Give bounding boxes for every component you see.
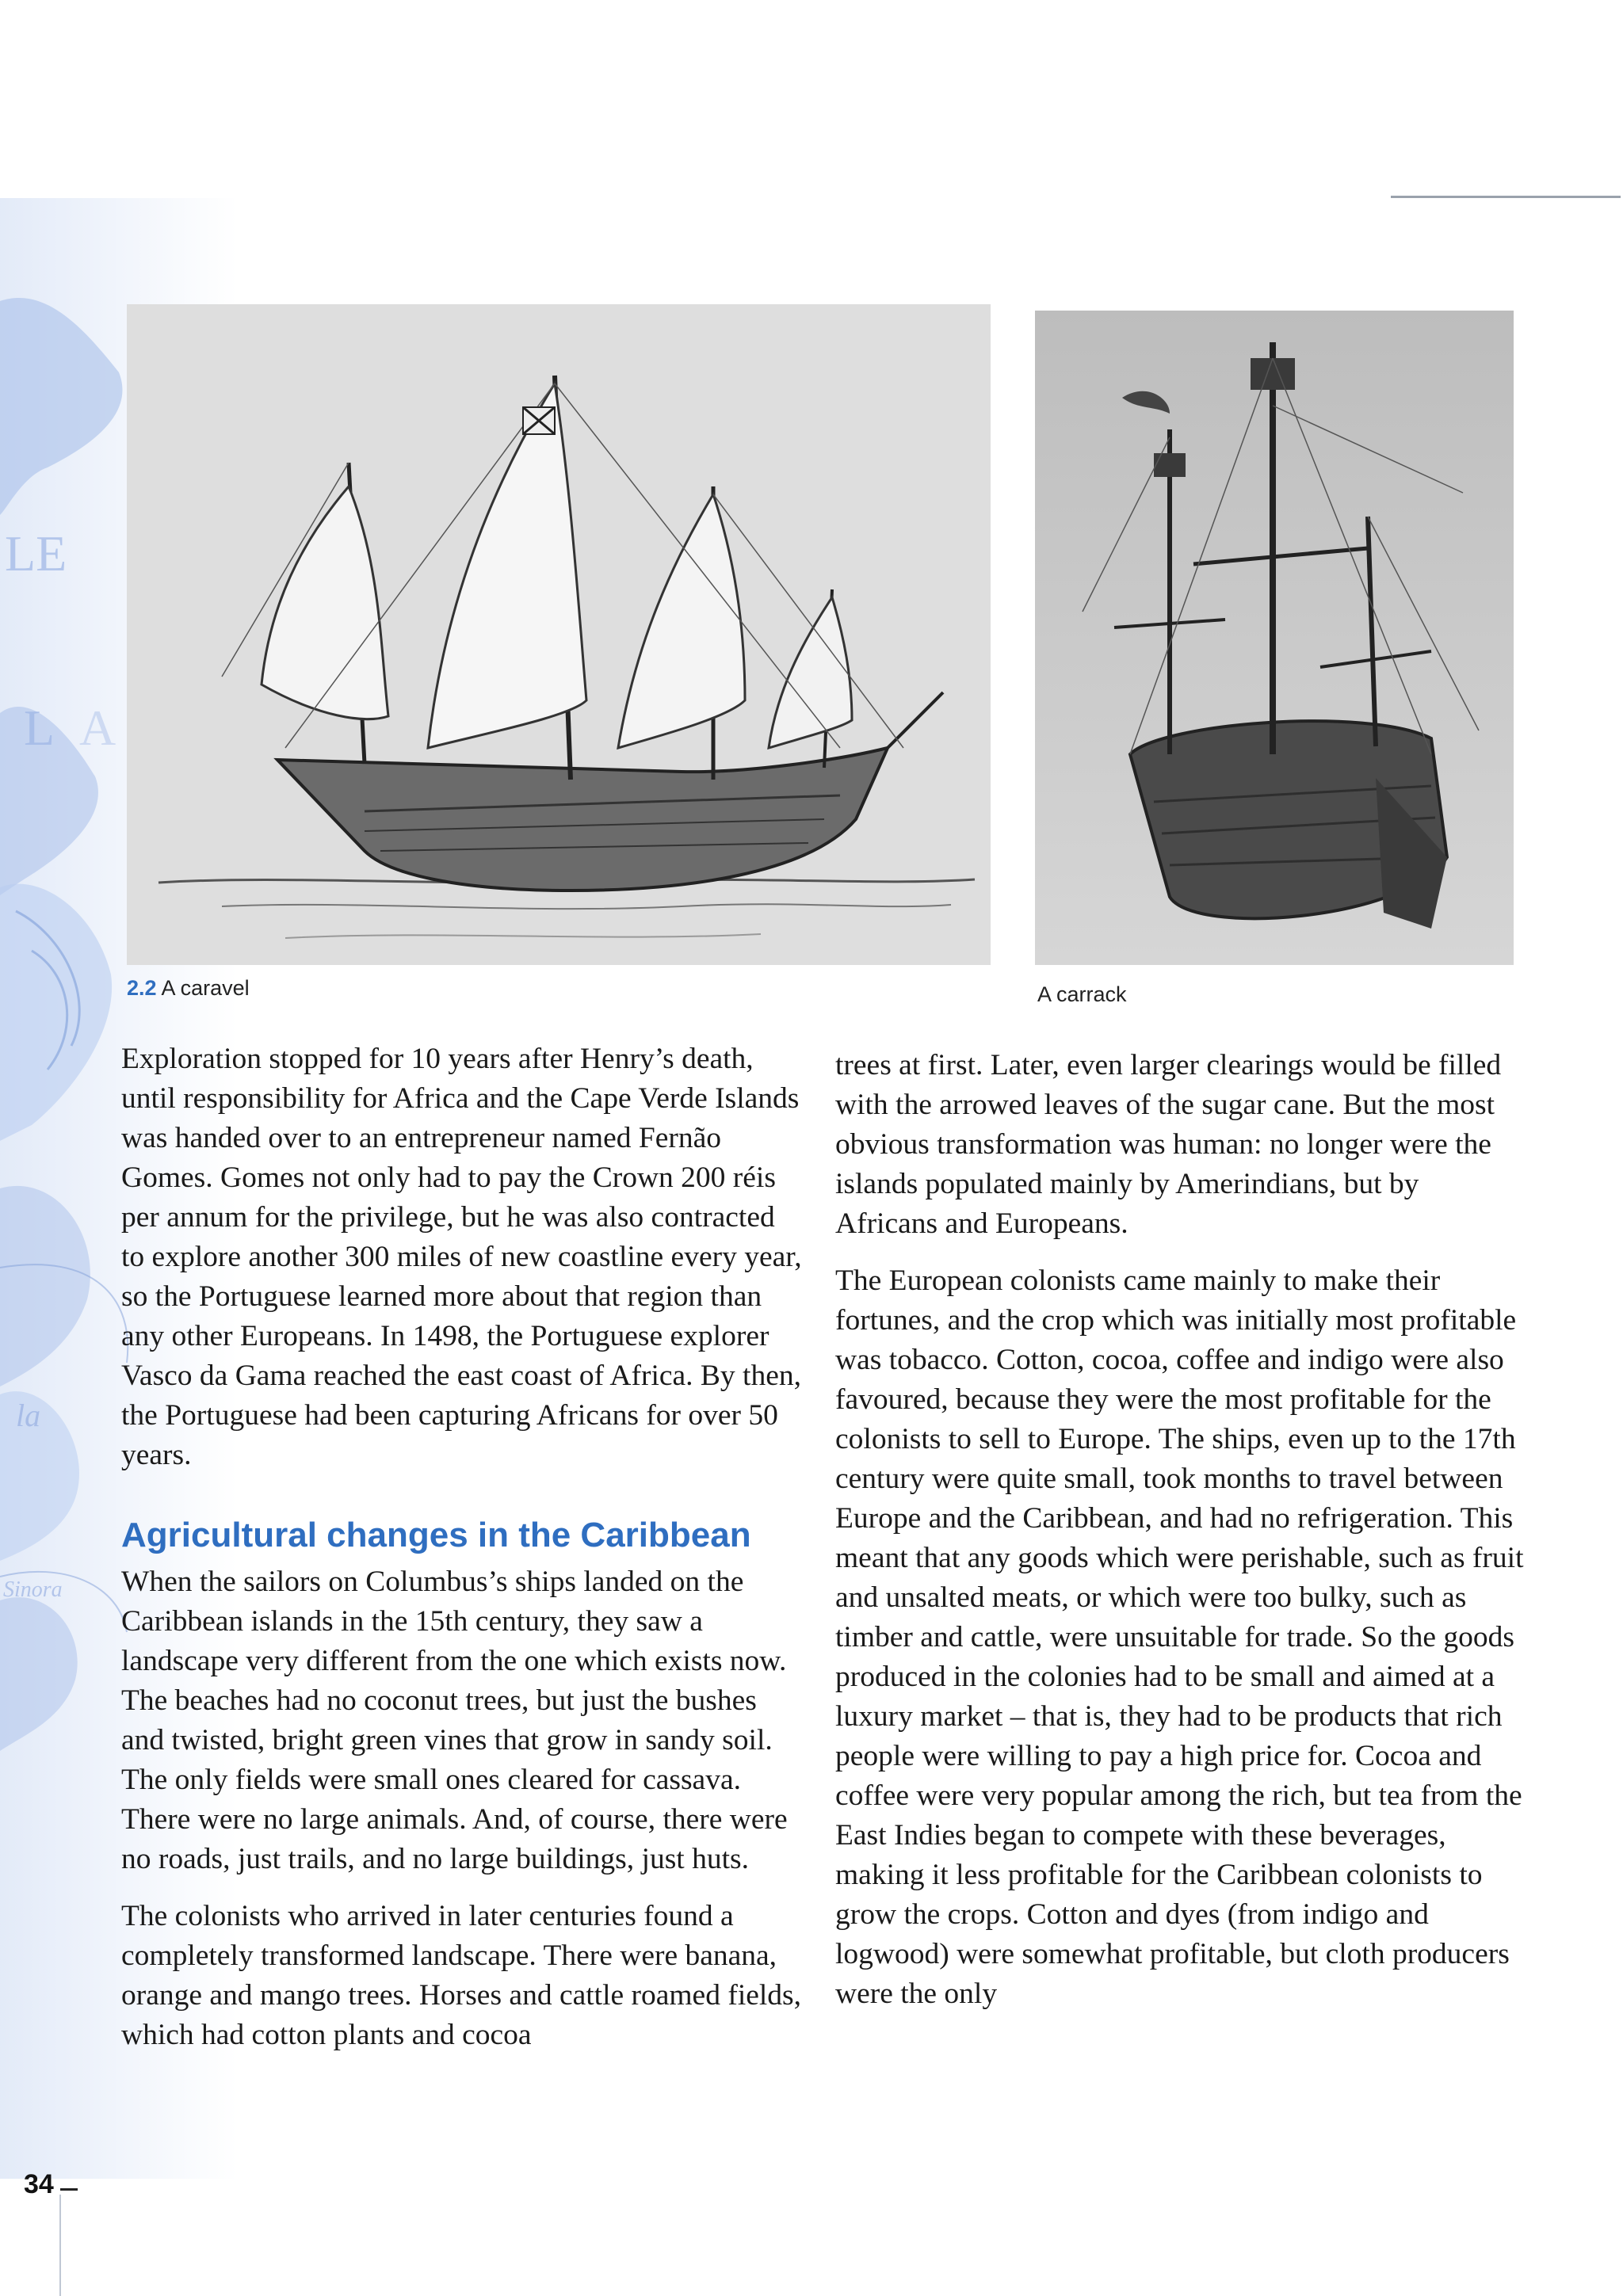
caravel-caption [127, 976, 250, 1001]
svg-text:A: A [79, 700, 116, 756]
page-number: 34 [24, 2169, 54, 2199]
header-rule [1391, 196, 1621, 198]
carrack-caption: A carrack [1037, 982, 1127, 1006]
svg-text:Sinora: Sinora [3, 1577, 63, 1602]
right-text-column [835, 1046, 1525, 2031]
paragraph: The colonists who arrived in later centuries found a completely transformed landscape. There were banana, orange and mango trees. Horses and cattle roamed fields, which had cotton plants and cocoa [121, 1900, 802, 2051]
section-heading: Agricultural changes in the Caribbean [121, 1516, 751, 1554]
paragraph: trees at first. Later, even larger clearings would be filled with the arrowed leaves of the sugar cane. But the most obvious transformation was human: no longer were the islands populated mainly by Amerindians, but by Africans and Europeans. [835, 1049, 1502, 1240]
svg-text:la: la [16, 1398, 41, 1433]
paragraph: The European colonists came mainly to make their fortunes, and the crop which was initially most profitable was tobacco. Cotton, cocoa, coffee and indigo were also favoured, because they were the most profitable for the colonists to sell to Europe. The ships, even up to the 17th century were quite small, took months to travel between Europe and the Caribbean, and had no refrigeration. This meant that any goods which were perishable, such as fruit and unsalted meats, or which were too bulky, such as timber and cattle, were unsuitable for trade. So the goods produced in the colonies had to be small and aimed at a luxury market – that is, they had to be products that rich people were willing to pay a high price for. Cocoa and coffee were very popular among the rich, but tea from the East Indies began to compete with these beverages, making it less profitable for the Caribbean colonists to grow the crops. Cotton and dyes (from indigo and logwood) were somewhat profitable, but cloth producers were the only [835, 1264, 1524, 2010]
carrack-photo [1035, 311, 1514, 965]
svg-text:LE: LE [5, 525, 67, 582]
caravel-illustration [127, 304, 991, 965]
page-number-rule [60, 2188, 78, 2191]
left-text-column [121, 1039, 803, 2073]
figure-number: 2.2 [127, 976, 157, 1000]
svg-text:L: L [24, 700, 55, 756]
caravel-caption-text: A caravel [156, 976, 250, 1000]
paragraph: Exploration stopped for 10 years after Henry’s death, until responsibility for Africa and the Cape Verde Islands was handed over to an entrepreneur named Fernão Gomes. Gomes not only had to pay the Crown 200 réis per annum for the privilege, but he was also contracted to explore another 300 miles of new coastline every year, so the Portuguese learned more about that region than any other Europeans. In 1498, the Portuguese explorer Vasco da Gama reached the east coast of Africa. By then, the Portuguese had been capturing Africans for over 50 years. [121, 1043, 802, 1471]
paragraph: When the sailors on Columbus’s ships landed on the Caribbean islands in the 15th century, they saw a landscape very different from the one which exists now. The beaches had no coconut trees, but just the bushes and twisted, bright green vines that grow in sandy soil. The only fields were small ones cleared for cassava. There were no large animals. And, of course, there were no roads, just trails, and no large buildings, just huts. [121, 1566, 788, 1875]
